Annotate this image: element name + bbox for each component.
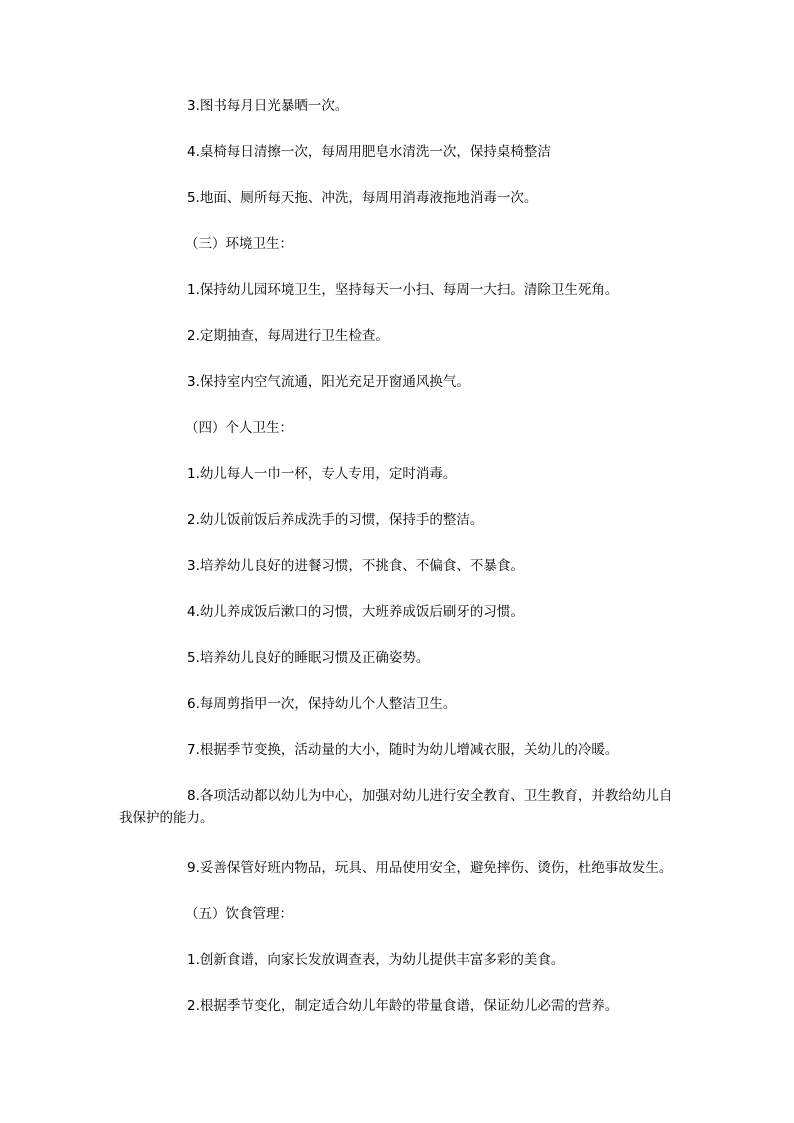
- paragraph-floor-cleaning: 5.地面、厕所每天拖、冲洗，每周用消毒液拖地消毒一次。: [187, 190, 538, 206]
- paragraph-personal-1: 1.幼儿每人一巾一杯，专人专用，定时消毒。: [187, 466, 457, 482]
- paragraph-personal-8: 8.各项活动都以幼儿为中心，加强对幼儿进行安全教育、卫生教育，并教给幼儿自我保护的能力。: [119, 788, 673, 826]
- paragraph-personal-6: 6.每周剪指甲一次，保持幼儿个人整洁卫生。: [187, 696, 457, 712]
- paragraph-environment-2: 2.定期抽查，每周进行卫生检查。: [187, 328, 389, 344]
- paragraph-personal-2: 2.幼儿饭前饭后养成洗手的习惯，保持手的整洁。: [187, 512, 484, 528]
- paragraph-desks-cleaning: 4.桌椅每日清擦一次，每周用肥皂水清洗一次，保持桌椅整洁: [187, 144, 551, 160]
- paragraph-diet-2: 2.根据季节变化，制定适合幼儿年龄的带量食谱，保证幼儿必需的营养。: [187, 998, 619, 1014]
- section-heading-diet-management: （五）饮食管理：: [185, 906, 293, 922]
- paragraph-environment-3: 3.保持室内空气流通，阳光充足开窗通风换气。: [187, 374, 470, 390]
- paragraph-personal-5: 5.培养幼儿良好的睡眠习惯及正确姿势。: [187, 650, 430, 666]
- paragraph-books-sunning: 3.图书每月日光暴晒一次。: [187, 98, 349, 114]
- paragraph-environment-1: 1.保持幼儿园环境卫生，坚持每天一小扫、每周一大扫。清除卫生死角。: [187, 282, 619, 298]
- section-heading-personal-hygiene: （四）个人卫生：: [185, 420, 293, 436]
- paragraph-personal-7: 7.根据季节变换，活动量的大小，随时为幼儿增减衣服，关幼儿的冷暖。: [187, 742, 619, 758]
- paragraph-personal-9: 9.妥善保管好班内物品，玩具、用品使用安全，避免摔伤、烫伤，杜绝事故发生。: [187, 860, 673, 876]
- paragraph-diet-1: 1.创新食谱，向家长发放调查表，为幼儿提供丰富多彩的美食。: [187, 952, 565, 968]
- section-heading-environment: （三）环境卫生：: [185, 236, 293, 252]
- paragraph-personal-3: 3.培养幼儿良好的进餐习惯，不挑食、不偏食、不暴食。: [187, 558, 524, 574]
- paragraph-personal-4: 4.幼儿养成饭后漱口的习惯，大班养成饭后刷牙的习惯。: [187, 604, 524, 620]
